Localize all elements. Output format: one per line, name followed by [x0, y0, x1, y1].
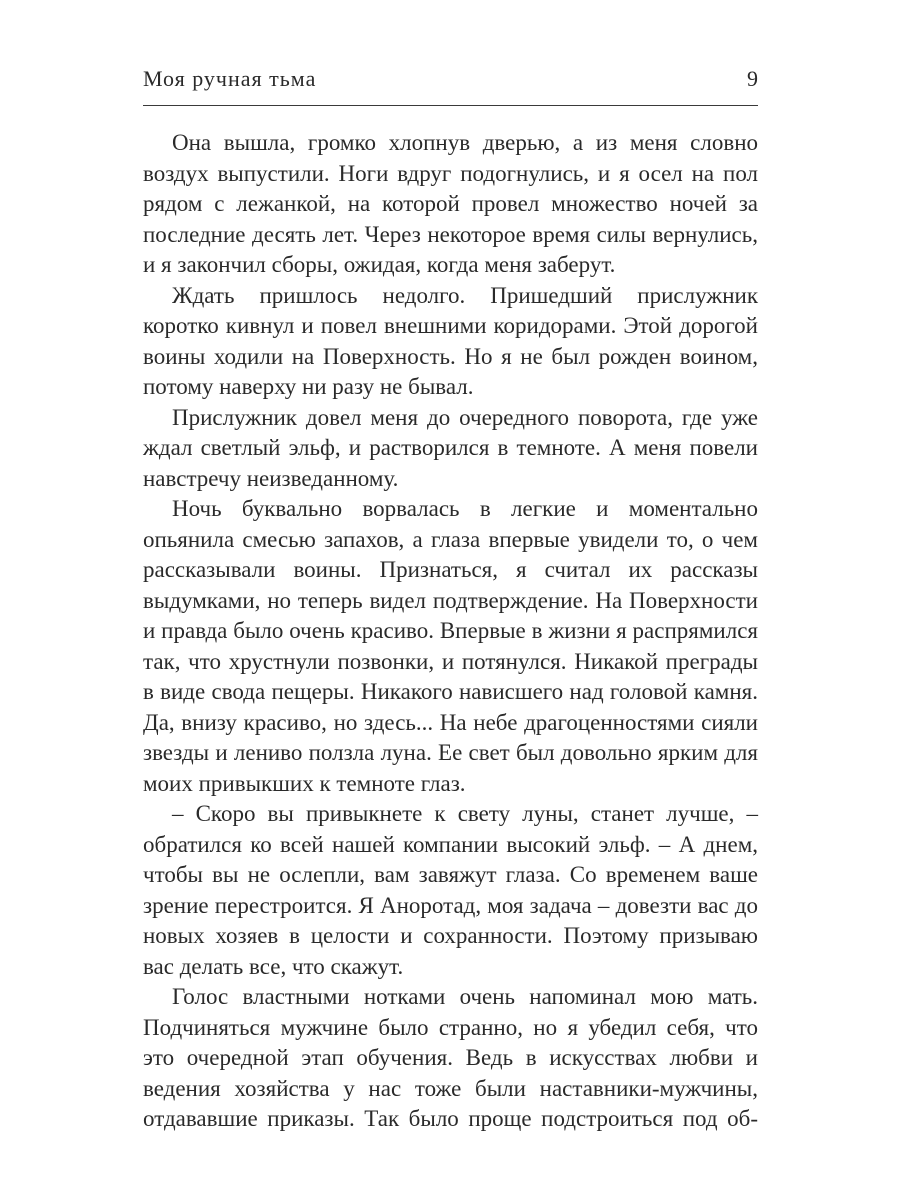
- paragraph-6: Голос властными нотками очень напоминал мою мать. Подчиняться мужчине было странно, но я убедил себя, что это очередной этап обучения. Ведь в искусствах любви и ведения хозяйства у нас тоже были наставники-мужчины, отдававшие приказы. Так было проще подстроиться под об-: [143, 984, 758, 1131]
- paragraph-5-dialogue: – Скоро вы привыкнете к свету луны, станет лучше, – обратился ко всей нашей компании высокий эльф. – А днем, чтобы вы не ослепли, вам завяжут глаза. Со временем ваше зрение перестроится. Я Аноротад, моя задача – довезти вас до новых хозяев в целости и сохранности. Поэтому призываю вас делать все, что скажут.: [143, 801, 758, 979]
- paragraph-3: Прислужник довел меня до очередного поворота, где уже ждал светлый эльф, и растворился в темноте. А меня повели навстречу неизведанному.: [143, 404, 758, 491]
- paragraph-2: Ждать пришлось недолго. Пришедший прислужник коротко кивнул и повел внешними коридорами. Этой дорогой воины ходили на Поверхность. Но я не был рожден воином, потому наверху ни разу не бывал.: [143, 282, 758, 399]
- body-text: [143, 128, 758, 1135]
- running-title: Моя ручная тьма: [143, 66, 317, 91]
- running-head: [143, 66, 758, 100]
- paragraph-1: Она вышла, громко хлопнув дверью, а из меня словно воздух выпустили. Ноги вдруг подогнулись, и я осел на пол рядом с лежанкой, на которой провел множество ночей за последние десять лет. Через некоторое время силы вернулись, и я закончил сборы, ожидая, когда меня заберут.: [143, 130, 758, 277]
- paragraph-4: Ночь буквально ворвалась в легкие и моментально опьянила смесью запахов, а глаза впервые увидели то, о чем рассказывали воины. Признаться, я считал их рассказы выдумками, но теперь видел подтверждение. На Поверхности и правда было очень красиво. Впервые в жизни я распрямился так, что хрустнули позвонки, и потянулся. Никакой преграды в виде свода пещеры. Никакого нависшего над головой камня. Да, внизу красиво, но здесь... На небе драгоценностями сияли звезды и лениво ползла луна. Ее свет был довольно ярким для моих привыкших к темноте глаз.: [143, 496, 758, 796]
- page-number: 9: [747, 66, 758, 91]
- header-divider: [143, 105, 758, 106]
